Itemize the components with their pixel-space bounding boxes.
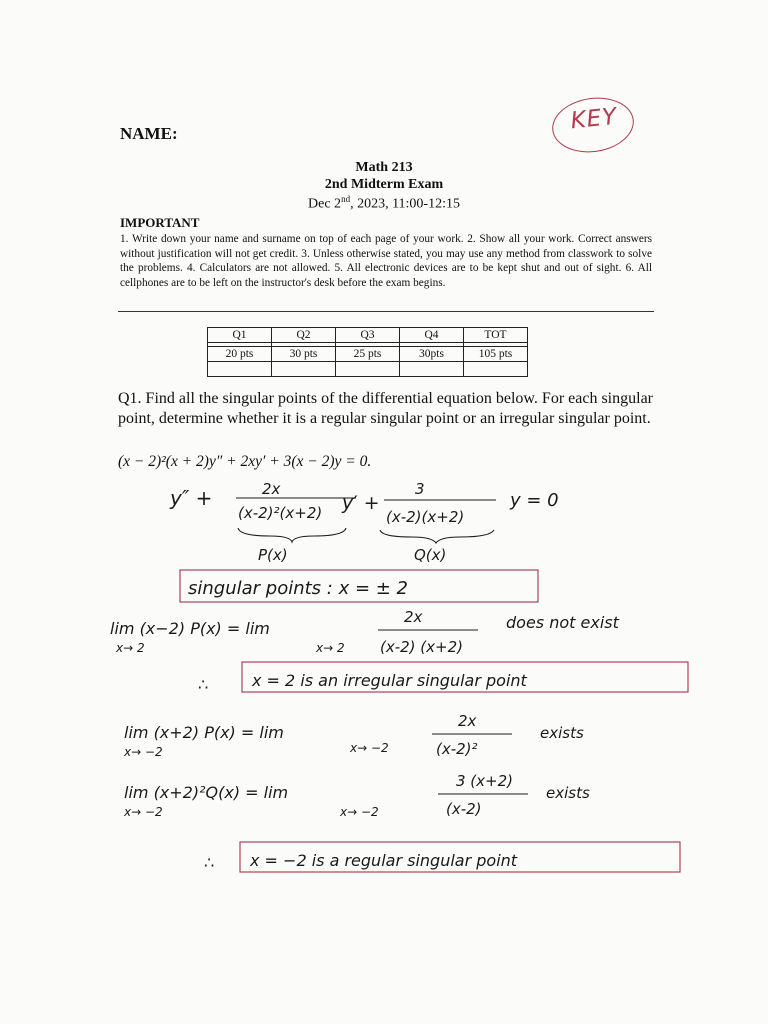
score-points-q3: 25 pts — [336, 347, 400, 362]
hw-conclusion1: x = 2 is an irregular singular point — [252, 671, 527, 690]
hw-conclusion2: x = −2 is a regular singular point — [250, 851, 518, 870]
hw-singular-points: singular points : x = ± 2 — [188, 578, 408, 599]
hw-limit2-note: exists — [540, 724, 584, 742]
hw-limit3-sub-right: x→ −2 — [340, 805, 379, 819]
score-header-tot: TOT — [464, 328, 528, 343]
hw-q-label: Q(x) — [414, 546, 447, 564]
hw-limit1-sub-right: x→ 2 — [316, 641, 345, 655]
hw-limit1-lhs: lim (x−2) P(x) = lim — [110, 619, 270, 638]
name-label: NAME: — [120, 124, 178, 143]
hw-y-prime: y′ + — [342, 492, 380, 514]
hw-limit3-lhs: lim (x+2)²Q(x) = lim — [124, 783, 289, 802]
exam-title: 2nd Midterm Exam — [324, 177, 444, 192]
score-points-q1: 20 pts — [208, 347, 272, 362]
hw-limit2-numerator: 2x — [458, 712, 477, 730]
hw-limit3-numerator: 3 (x+2) — [456, 772, 514, 790]
score-header-q2: Q2 — [272, 328, 336, 343]
score-points-tot: 105 pts — [464, 347, 528, 362]
hw-limit2-denominator: (x-2)² — [436, 740, 478, 758]
score-header-q1: Q1 — [208, 328, 272, 343]
score-header-q3: Q3 — [336, 328, 400, 343]
hw-q-numerator: 3 — [415, 480, 425, 498]
hw-limit3-note: exists — [546, 784, 590, 802]
instructions-text: 1. Write down your name and surname on top of each page of your work. 2. Show all your work. Correct answers without justification will not get credit. 3. Unless otherwise stated, you may use any method from classwork to solve the problems. 4. Calculators are not allowed. 5. All electronic devices are to be kept shut and out of sight. 6. All cellphones are to be left on the instructor's desk before the exam begins. — [120, 233, 652, 289]
hw-p-denominator: (x-2)²(x+2) — [238, 504, 323, 522]
exam-date-suffix: nd — [341, 194, 351, 204]
score-header-q4: Q4 — [400, 328, 464, 343]
hw-limit1-note: does not exist — [506, 613, 619, 632]
hw-y-double-prime: y″ + — [170, 486, 213, 510]
hw-limit2-lhs: lim (x+2) P(x) = lim — [124, 723, 284, 742]
hw-p-numerator: 2x — [262, 480, 281, 498]
hw-limit2-sub-right: x→ −2 — [350, 741, 389, 755]
course-title: Math 213 — [355, 160, 413, 175]
hw-q-denominator: (x-2)(x+2) — [386, 508, 465, 526]
important-heading: IMPORTANT — [120, 215, 200, 230]
hw-limit3-sub-left: x→ −2 — [124, 805, 163, 819]
key-mark: KEY — [569, 103, 619, 135]
question-1-equation: (x − 2)²(x + 2)y″ + 2xy′ + 3(x − 2)y = 0. — [118, 453, 372, 470]
question-1-text: Q1. Find all the singular points of the differential equation below. For each singular point, determine whether it is a regular singular point or an irregular singular point. — [118, 390, 653, 427]
hw-limit1-numerator: 2x — [404, 608, 423, 626]
hw-limit2-sub-left: x→ −2 — [124, 745, 163, 759]
hw-p-label: P(x) — [258, 546, 288, 564]
hw-limit1-sub-left: x→ 2 — [116, 641, 145, 655]
score-points-q2: 30 pts — [272, 347, 336, 362]
score-points-q4: 30pts — [400, 347, 464, 362]
hw-limit3-denominator: (x-2) — [446, 800, 482, 818]
exam-date-rest: , 2023, 11:00-12:15 — [350, 196, 460, 212]
hw-therefore-1: ∴ — [198, 675, 209, 694]
exam-date-day: Dec 2 — [308, 196, 342, 212]
hw-therefore-2: ∴ — [204, 853, 215, 872]
hw-q-underbrace — [380, 530, 494, 543]
hw-y-equals-zero: y = 0 — [510, 490, 559, 511]
hw-limit1-denominator: (x-2) (x+2) — [380, 638, 463, 656]
hw-p-underbrace — [238, 528, 346, 542]
